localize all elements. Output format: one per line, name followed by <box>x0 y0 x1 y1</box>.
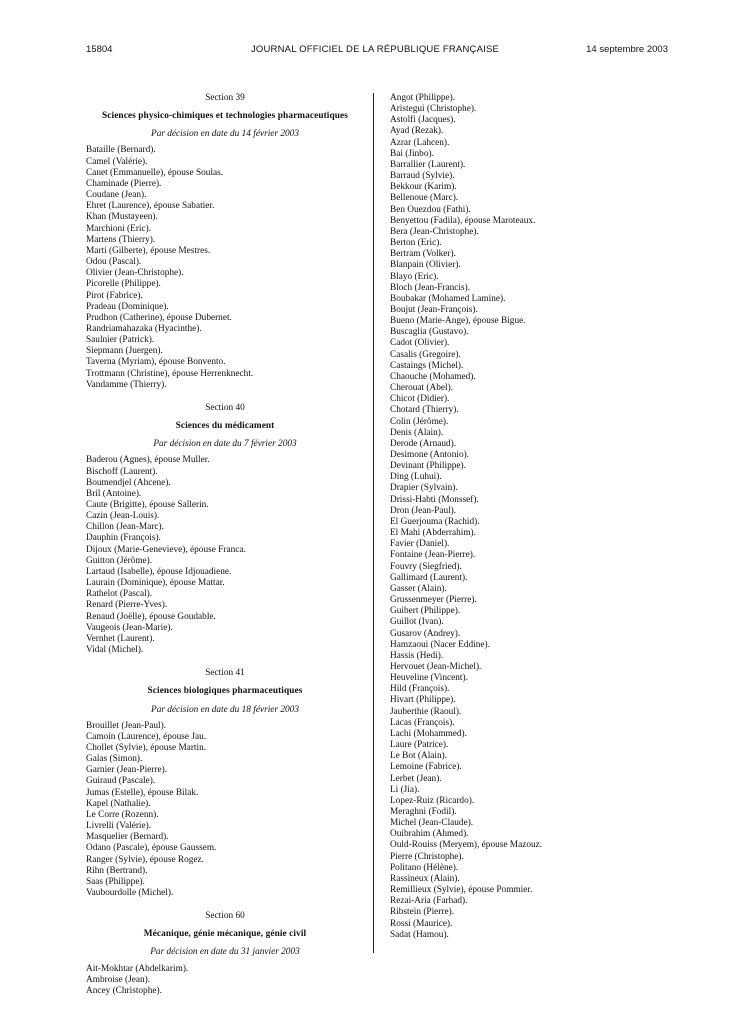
name-entry: Saulnier (Patrick). <box>86 335 155 346</box>
decision-date: Par décision en date du 31 janvier 2003 <box>150 947 300 958</box>
section-title: Sciences physico-chimiques et technologies pharmaceutiques <box>102 111 348 122</box>
name-entry: Boumendjel (Ahcene). <box>86 477 171 488</box>
name-entry: Michel (Jean-Claude). <box>390 818 474 829</box>
name-entry: Le Bot (Alain). <box>390 751 448 762</box>
name-entry: Guibert (Philippe). <box>390 606 461 617</box>
name-entry: Ding (Luhui). <box>390 472 442 483</box>
name-entry: Bataille (Bernard). <box>86 145 156 156</box>
name-entry: Casalis (Gregoire). <box>390 349 461 360</box>
name-entry: Chicot (Didier). <box>390 394 450 405</box>
section-number: Section 39 <box>205 93 245 103</box>
name-entry: Gasser (Alain). <box>390 583 447 594</box>
name-entry: Ould-Rouiss (Meryem), épouse Mazouz. <box>390 840 543 851</box>
name-entry: Gusarov (Andrey). <box>390 628 461 639</box>
name-entry: Barrallier (Laurent). <box>390 159 466 170</box>
name-entry: Livrelli (Valérie). <box>86 821 152 832</box>
name-entry: El Guerjouma (Rachid). <box>390 516 480 527</box>
name-entry: Bueno (Marie-Ange), épouse Bigue. <box>390 316 526 327</box>
name-entry: Berton (Eric). <box>390 238 442 249</box>
name-entry: Marchioni (Eric). <box>86 223 152 234</box>
name-entry: Rezai-Aria (Farhad). <box>390 896 468 907</box>
name-entry: Laurain (Dominique), épouse Mattar. <box>86 578 225 589</box>
name-entry: Grussenmeyer (Pierre). <box>390 595 477 606</box>
name-entry: Renard (Pierre-Yves). <box>86 600 168 611</box>
section-title: Mécanique, génie mécanique, génie civil <box>143 929 307 940</box>
name-entry: Galas (Simon). <box>86 754 143 765</box>
name-entry: Ribstein (Pierre). <box>390 907 455 918</box>
name-entry: Masquelier (Bernard). <box>86 832 169 843</box>
name-entry: Li (Jia). <box>390 784 420 795</box>
section-title: Sciences biologiques pharmaceutiques <box>147 686 303 697</box>
name-entry: Vaugeois (Jean-Marie). <box>86 622 173 633</box>
section-60 <box>86 911 364 997</box>
page-number: 15804 <box>86 44 113 55</box>
name-entry: Odou (Pascal). <box>86 257 142 268</box>
name-entry: Azrar (Lahcen). <box>390 137 450 148</box>
name-entry: Guitton (Jérôme). <box>86 555 153 566</box>
decision-date: Par décision en date du 18 février 2003 <box>151 704 299 715</box>
right-column <box>390 93 680 953</box>
name-entry: Lopez-Ruiz (Ricardo). <box>390 795 475 806</box>
name-entry: Dauphin (François). <box>86 533 161 544</box>
decision-date: Par décision en date du 7 février 2003 <box>153 439 297 450</box>
name-entry: Chaouche (Mohamed). <box>390 371 476 382</box>
section-40 <box>86 403 364 656</box>
name-entry: Dron (Jean-Paul). <box>390 505 457 516</box>
name-entry: Laure (Patrice). <box>390 740 449 751</box>
name-entry: Angot (Philippe). <box>390 93 456 103</box>
name-entry: Guiraud (Pascale). <box>86 776 156 787</box>
name-entry: Ancey (Christophe). <box>86 985 162 996</box>
name-entry: Chollet (Sylvie), épouse Martin. <box>86 742 207 753</box>
name-entry: Blanpain (Olivier). <box>390 260 461 271</box>
section-number: Section 60 <box>205 911 245 922</box>
name-entry: Denis (Alain). <box>390 427 444 438</box>
name-entry: Desimone (Antonio). <box>390 450 470 460</box>
name-entry: Barraud (Sylvie). <box>390 171 455 182</box>
name-entry: Vernhet (Laurent). <box>86 633 155 644</box>
name-entry: Boubakar (Mohamed Lamine). <box>390 293 506 304</box>
name-entry: Brouillet (Jean-Paul). <box>86 720 167 731</box>
name-entry: Prudhon (Catherine), épouse Dubernet. <box>86 312 232 323</box>
name-list <box>86 721 364 900</box>
name-entry: Sadat (Hamou). <box>390 929 449 940</box>
section-39 <box>86 93 364 391</box>
name-entry: Vidal (Michel). <box>86 645 144 656</box>
column-divider <box>373 93 374 953</box>
name-list-continued <box>390 93 680 941</box>
name-entry: Buscaglia (Gustavo). <box>390 327 469 338</box>
name-entry: Ayad (Rezak). <box>390 126 444 137</box>
name-entry: Hamzaoui (Nacer Eddine). <box>390 639 490 650</box>
name-entry: Drissi-Habti (Monssef). <box>390 494 479 505</box>
name-list <box>86 145 364 390</box>
decision-date: Par décision en date du 14 février 2003 <box>151 129 299 140</box>
name-entry: Martens (Thierry). <box>86 234 156 245</box>
name-entry: Ait-Mokhtar (Abdelkarim). <box>86 963 189 974</box>
name-entry: Cazin (Jean-Louis). <box>86 511 160 522</box>
name-entry: Khan (Mustayeen). <box>86 212 158 223</box>
name-entry: Devinant (Philippe). <box>390 461 466 472</box>
name-entry: Picorelle (Philippe). <box>86 279 161 290</box>
name-entry: El Mahi (Abderrahim). <box>390 528 476 539</box>
name-entry: Colin (Jérôme). <box>390 416 449 427</box>
name-entry: Chaminade (Pierre). <box>86 178 162 189</box>
name-entry: Garnier (Jean-Pierre). <box>86 765 168 776</box>
issue-date: 14 septembre 2003 <box>586 44 668 55</box>
name-entry: Bischoff (Laurent). <box>86 466 158 477</box>
name-entry: Astolfi (Jacques). <box>390 115 456 126</box>
section-41 <box>86 668 364 899</box>
name-entry: Saas (Philippe). <box>86 876 145 887</box>
name-entry: Lartaud (Isabelle), épouse Idjouadiene. <box>86 566 232 577</box>
name-entry: Kapel (Nathalie). <box>86 798 151 809</box>
name-entry: Lerbet (Jean). <box>390 773 442 784</box>
name-entry: Meraghni (Fodil). <box>390 807 457 817</box>
name-entry: Camoin (Laurence), épouse Jau. <box>86 731 207 742</box>
section-title: Sciences du médicament <box>175 421 275 432</box>
name-entry: Pirot (Fabrice). <box>86 290 143 301</box>
name-entry: Cherouat (Abel). <box>390 383 453 394</box>
name-entry: Fontaine (Jean-Pierre). <box>390 550 476 561</box>
name-entry: Politano (Hélène). <box>390 862 459 873</box>
name-entry: Guillot (Ivan). <box>390 617 444 628</box>
journal-title: JOURNAL OFFICIEL DE LA RÉPUBLIQUE FRANÇAISE <box>250 44 500 55</box>
name-entry: Ehret (Laurence), épouse Sabatier. <box>86 201 215 212</box>
section-number: Section 40 <box>205 402 245 413</box>
name-entry: Vaubourdolle (Michel). <box>86 888 174 898</box>
name-entry: Chillon (Jean-Marc). <box>86 522 164 533</box>
name-entry: Ambroise (Jean). <box>86 974 151 985</box>
name-entry: Hassis (Hedi). <box>390 650 444 661</box>
name-entry: Odano (Pascale), épouse Gaussem. <box>86 843 217 854</box>
name-entry: Ouibrahim (Ahmed). <box>390 829 469 840</box>
name-entry: Renaud (Joëlle), épouse Goudable. <box>86 611 216 622</box>
name-entry: Favier (Daniel). <box>390 539 450 550</box>
left-column <box>86 93 364 1009</box>
name-entry: Fouvry (Siegfried). <box>390 561 462 572</box>
name-entry: Rossi (Maurice). <box>390 918 453 929</box>
name-entry: Vandamme (Thierry). <box>86 379 167 390</box>
section-number: Section 41 <box>205 668 245 679</box>
name-entry: Pradeau (Dominique). <box>86 301 169 312</box>
name-entry: Hivart (Philippe). <box>390 695 456 706</box>
name-entry: Ranger (Sylvie), épouse Rogez. <box>86 854 204 865</box>
name-entry: Bellenoue (Marc). <box>390 193 459 204</box>
name-entry: Gallimard (Laurent). <box>390 572 468 583</box>
name-entry: Rassineux (Alain). <box>390 873 460 884</box>
name-entry: Jauberthie (Raoul). <box>390 706 462 717</box>
name-entry: Bril (Antoine). <box>86 488 142 499</box>
name-entry: Canet (Emmanuelle), épouse Soulas. <box>86 167 224 178</box>
name-entry: Benyettou (Fadila), épouse Maroteaux. <box>390 215 536 226</box>
name-entry: Ben Ouezdou (Fathi). <box>390 204 471 215</box>
name-entry: Rathelot (Pascal). <box>86 589 153 600</box>
name-entry: Baderou (Agnes), épouse Muller. <box>86 455 210 466</box>
name-entry: Remillieux (Sylvie), épouse Pommier. <box>390 885 533 896</box>
name-entry: Coudane (Jean). <box>86 190 147 201</box>
name-list <box>86 455 364 656</box>
name-entry: Taverna (Myriam), épouse Bonvento. <box>86 357 226 368</box>
name-entry: Cadot (Olivier). <box>390 338 450 349</box>
name-entry: Siepmann (Juergen). <box>86 346 163 357</box>
name-entry: Derode (Arnaud). <box>390 438 457 449</box>
name-entry: Bai (Jinbo). <box>390 148 434 159</box>
name-entry: Lemoine (Fabrice). <box>390 762 462 773</box>
name-entry: Bertram (Volker). <box>390 249 456 260</box>
name-list <box>86 964 364 997</box>
name-entry: Drapier (Sylvain). <box>390 483 458 494</box>
running-header <box>0 44 750 58</box>
name-entry: Lacas (François). <box>390 717 455 728</box>
name-entry: Lachi (Mohammed). <box>390 728 467 739</box>
name-entry: Marti (Gilberte), épouse Mestres. <box>86 245 211 256</box>
name-entry: Pierre (Christophe). <box>390 851 464 862</box>
name-entry: Jumas (Estelle), épouse Bilak. <box>86 787 199 798</box>
name-entry: Hervouet (Jean-Michel). <box>390 661 482 672</box>
name-entry: Bera (Jean-Christophe). <box>390 226 479 237</box>
name-entry: Randriamahazaka (Hyacinthe). <box>86 323 202 334</box>
name-entry: Heuveline (Vincent). <box>390 673 468 684</box>
name-entry: Camel (Valérie). <box>86 156 148 167</box>
name-entry: Chotard (Thierry). <box>390 405 459 416</box>
name-entry: Dijoux (Marie-Genevieve), épouse Franca. <box>86 544 246 555</box>
name-entry: Bekkour (Karim). <box>390 182 457 193</box>
name-entry: Bloch (Jean-Francis). <box>390 282 471 293</box>
name-entry: Olivier (Jean-Christophe). <box>86 268 184 279</box>
name-entry: Trottmann (Christine), épouse Herrenknecht. <box>86 368 254 379</box>
name-entry: Le Corre (Rozenn). <box>86 809 159 820</box>
name-entry: Blayo (Eric). <box>390 271 439 282</box>
name-entry: Rihn (Bertrand). <box>86 865 148 876</box>
name-entry: Aristegui (Christophe). <box>390 104 477 115</box>
name-entry: Caute (Brigitte), épouse Sallerin. <box>86 500 209 510</box>
name-entry: Castaings (Michel). <box>390 360 464 371</box>
name-entry: Hild (François). <box>390 684 450 695</box>
name-entry: Boujut (Jean-François). <box>390 304 478 315</box>
